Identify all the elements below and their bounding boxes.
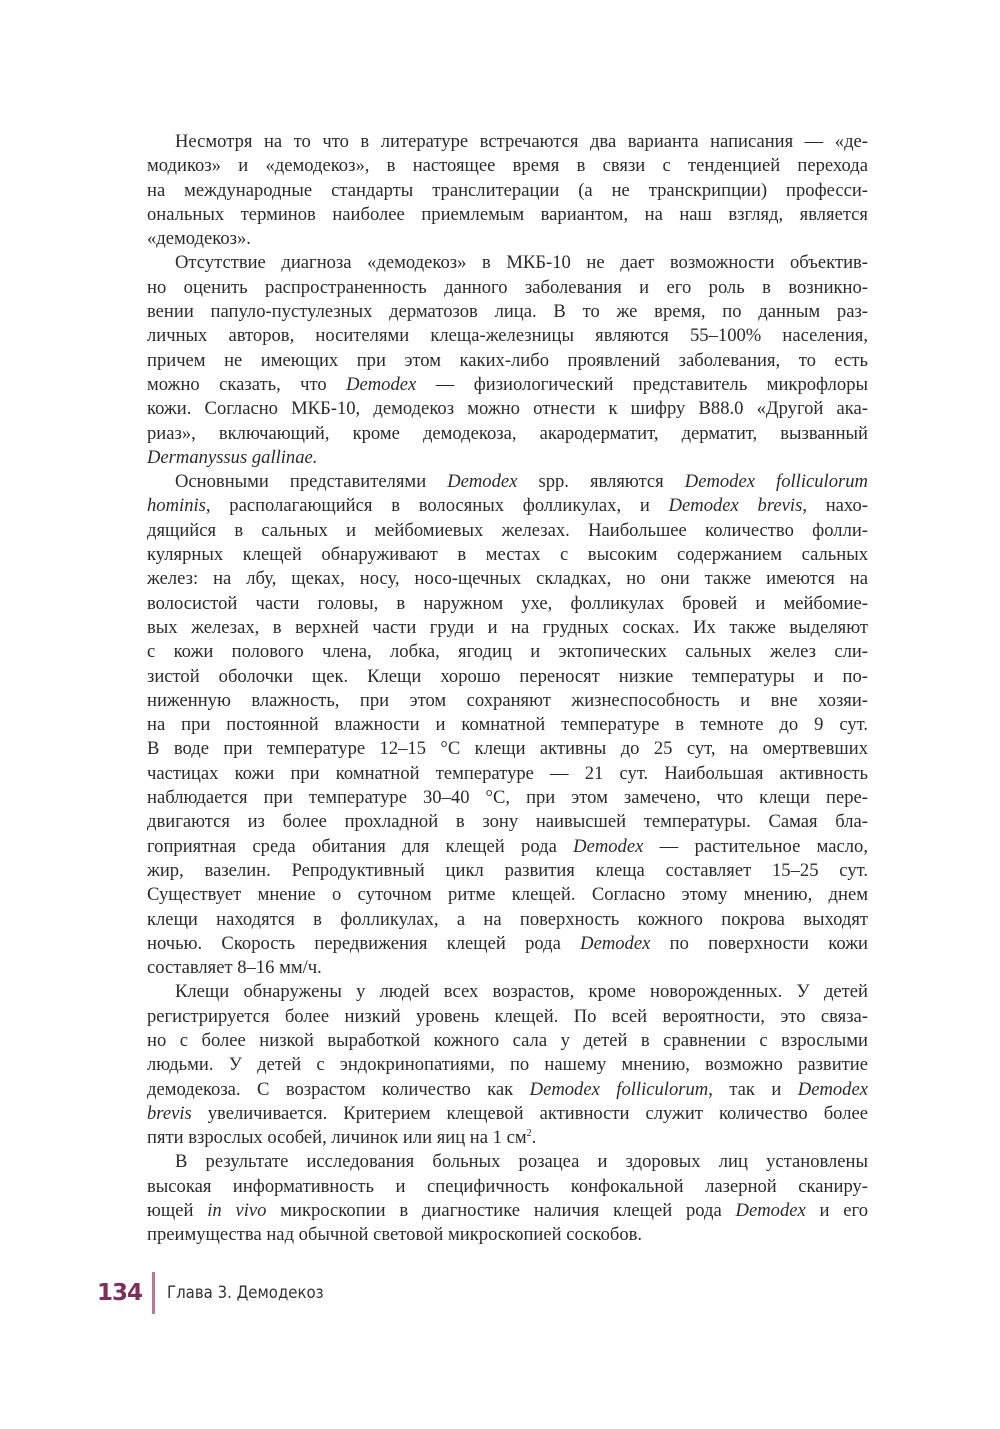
italic-text: Demodex <box>573 835 644 857</box>
text-run: с кожи полового члена, лобка, ягодиц и эктопических сальных желез сли- <box>147 641 868 663</box>
text-run: пяти взрослых особей, личинок или яиц на 1 см <box>147 1127 527 1149</box>
text-run: микроскопии в диагностике наличия клещей рода <box>266 1200 736 1222</box>
text-run: двигаются из более прохладной в зону наивысшей температуры. Самая бла- <box>147 811 868 833</box>
paragraph <box>147 980 868 1150</box>
text-run: гоприятная среда обитания для клещей рода <box>147 835 574 857</box>
text-run: личных авторов, носителями клеща-железницы являются 55–100% населения, <box>147 325 868 347</box>
text-run: , располагающийся в волосяных фолликулах, и <box>205 495 669 517</box>
text-line <box>147 494 868 518</box>
text-line <box>147 1078 868 1102</box>
text-line <box>147 179 868 203</box>
italic-text: Demodex folliculorum <box>684 471 868 493</box>
italic-text: Demodex <box>797 1078 868 1100</box>
text-run: преимущества над обычной световой микроскопией соскобов. <box>147 1224 643 1246</box>
text-line <box>147 300 868 324</box>
text-line <box>147 932 868 956</box>
text-run: кулярных клещей обнаруживают в местах с высоким содержанием сальных <box>147 544 868 566</box>
text-line <box>147 251 868 275</box>
text-run: волосистой части головы, в наружном ухе, фолликулах бровей и мейбомие- <box>147 592 868 614</box>
body-text <box>147 130 868 1248</box>
text-run: , нахо- <box>802 495 869 517</box>
text-run: но оценить распространенность данного заболевания и его роль в возникно- <box>147 276 868 298</box>
text-line <box>147 640 868 664</box>
text-run: на международные стандарты транслитерации (а не транскрипции) професси- <box>147 179 868 201</box>
text-run: демодекоза. С возрастом количество как <box>147 1078 530 1100</box>
text-run: увеличивается. Критерием клещевой активности служит количество более <box>191 1102 868 1124</box>
text-run: ночью. Скорость передвижения клещей рода <box>147 932 581 954</box>
text-line <box>147 373 868 397</box>
superscript: 2 <box>526 1127 532 1139</box>
text-run: и его <box>805 1200 869 1222</box>
text-line <box>147 762 868 786</box>
text-line <box>147 276 868 300</box>
text-line <box>147 422 868 446</box>
text-line <box>147 810 868 834</box>
italic-text: brevis <box>147 1102 192 1124</box>
text-run: Несмотря на то что в литературе встречаются два варианта написания — «де- <box>175 131 868 152</box>
text-run: . <box>531 1127 537 1149</box>
text-line <box>147 543 868 567</box>
text-line <box>147 689 868 713</box>
text-run: частицах кожи при комнатной температуре — 21 сут. Наибольшая активность <box>147 762 868 784</box>
text-line <box>147 519 868 543</box>
text-line <box>147 737 868 761</box>
text-line <box>147 154 868 178</box>
text-run: по поверхности кожи <box>650 932 868 954</box>
text-run: «демодекоз». <box>147 228 251 250</box>
italic-text: Demodex folliculorum <box>529 1078 709 1100</box>
italic-text: hominis <box>147 495 206 517</box>
italic-text: Demodex <box>580 932 651 954</box>
text-line <box>147 1199 868 1223</box>
page-footer <box>97 1272 345 1314</box>
text-run: В воде при температуре 12–15 °С клещи активны до 25 сут, на омертвевших <box>147 738 868 760</box>
text-line <box>147 227 868 251</box>
text-line <box>147 665 868 689</box>
text-line <box>147 786 868 810</box>
text-run: жир, вазелин. Репродуктивный цикл развития клеща составляет 15–25 сут. <box>147 859 868 881</box>
chapter-title: Глава 3. Демодекоз <box>167 1283 324 1303</box>
italic-text: in vivo <box>207 1200 267 1222</box>
text-run: желез: на лбу, щеках, носу, носо-щечных складках, но они также имеются на <box>147 568 868 590</box>
text-run: В результате исследования больных розацеа и здоровых лиц установлены <box>175 1151 868 1173</box>
text-line <box>147 980 868 1004</box>
text-run: Существует мнение о суточном ритме клещей. Согласно этому мнению, днем <box>147 884 868 906</box>
text-line <box>147 616 868 640</box>
text-run: риаз», включающий, кроме демодекоза, акародерматит, дерматит, вызванный <box>147 422 868 444</box>
text-line <box>147 713 868 737</box>
text-run: высокая информативность и специфичность конфокальной лазерной сканиру- <box>147 1175 868 1197</box>
text-line <box>147 446 868 470</box>
text-line <box>147 592 868 616</box>
text-run: причем не имеющих при этом каких-либо проявлений заболевания, то есть <box>147 349 868 371</box>
text-run: — растительное масло, <box>643 835 868 857</box>
text-line <box>147 567 868 591</box>
text-run: кожи. Согласно МКБ-10, демодекоз можно отнести к шифру B88.0 «Другой ака- <box>147 398 868 420</box>
text-run: на при постоянной влажности и комнатной температуре в темноте до 9 сут. <box>147 714 868 736</box>
text-line <box>147 1126 868 1150</box>
text-line <box>147 349 868 373</box>
text-run: — физиологический представитель микрофлоры <box>416 373 868 395</box>
text-line <box>147 883 868 907</box>
text-line <box>147 1053 868 1077</box>
text-run: людьми. У детей с эндокринопатиями, по нашему мнению, возможно развитие <box>147 1054 868 1076</box>
text-line <box>147 859 868 883</box>
text-line <box>147 1029 868 1053</box>
text-line <box>147 324 868 348</box>
text-line <box>147 1150 868 1174</box>
text-line <box>147 203 868 227</box>
text-line <box>147 470 868 494</box>
text-run: spp. являются <box>517 471 685 493</box>
text-run: , так и <box>708 1078 798 1100</box>
text-line <box>147 956 868 980</box>
text-line <box>147 1005 868 1029</box>
paragraph <box>147 1150 868 1247</box>
text-run: модикоз» и «демодекоз», в настоящее время в связи с тенденцией перехода <box>147 155 868 177</box>
italic-text: Demodex brevis <box>668 495 803 517</box>
text-run: регистрируется более низкий уровень клещей. По всей вероятности, это связа- <box>147 1005 868 1027</box>
text-run: зистой оболочки щек. Клещи хорошо переносят низкие температуры и по- <box>147 665 868 687</box>
text-run: наблюдается при температуре 30–40 °С, при этом замечено, что клещи пере- <box>147 787 868 809</box>
paragraph <box>147 251 868 470</box>
text-run: Клещи обнаружены у людей всех возрастов, кроме новорожденных. У детей <box>175 981 868 1003</box>
text-line <box>147 397 868 421</box>
paragraph <box>147 470 868 980</box>
text-run: можно сказать, что <box>147 373 347 395</box>
paragraph <box>147 130 868 251</box>
footer-divider <box>152 1272 155 1314</box>
text-line <box>147 130 868 154</box>
text-run: Отсутствие диагноза «демодекоз» в МКБ-10 не дает возможности объектив- <box>175 252 868 274</box>
text-run: составляет 8–16 мм/ч. <box>147 957 322 979</box>
page-number: 134 <box>97 1280 143 1306</box>
italic-text: Demodex <box>735 1200 806 1222</box>
text-run: клещи находятся в фолликулах, а на поверхность кожного покрова выходят <box>147 908 868 930</box>
text-run: дящийся в сальных и мейбомиевых железах. Наибольшее количество фолли- <box>147 519 868 541</box>
text-run: вении папуло-пустулезных дерматозов лица. В то же время, по данным раз- <box>147 301 868 323</box>
text-run: вых железах, в верхней части груди и на грудных сосках. Их также выделяют <box>147 616 868 638</box>
text-line <box>147 1223 868 1247</box>
text-run: но с более низкой выработкой кожного сала у детей в сравнении с взрослыми <box>147 1029 868 1051</box>
text-line <box>147 1102 868 1126</box>
text-line <box>147 1175 868 1199</box>
text-run: Основными представителями <box>175 471 448 493</box>
text-run: ональных терминов наиболее приемлемым вариантом, на наш взгляд, является <box>147 203 868 225</box>
text-run: ниженную влажность, при этом сохраняют жизнеспособность и вне хозяи- <box>147 689 868 711</box>
italic-text: Dermanyssus gallinae. <box>147 446 318 468</box>
italic-text: Demodex <box>447 471 518 493</box>
italic-text: Demodex <box>346 373 417 395</box>
text-line <box>147 835 868 859</box>
text-run: ющей <box>147 1200 208 1222</box>
text-line <box>147 908 868 932</box>
